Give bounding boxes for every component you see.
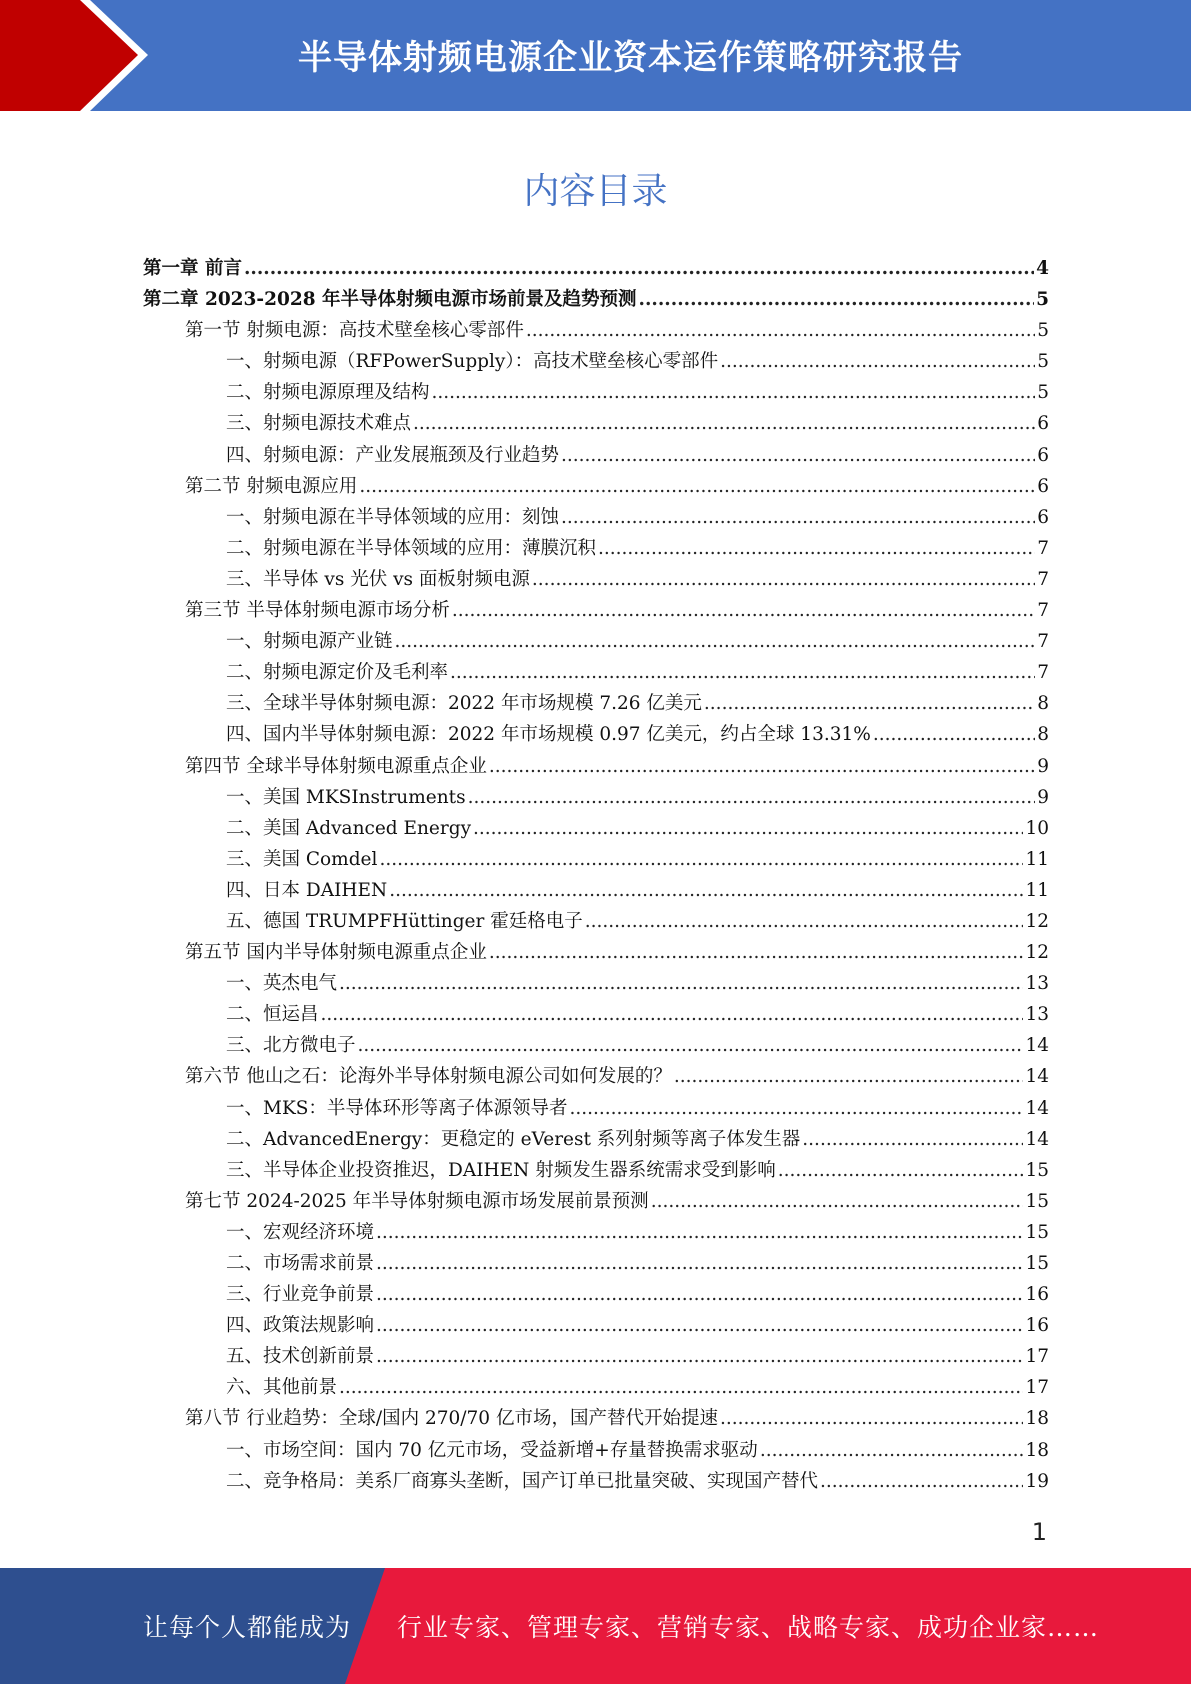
report-title: 半导体射频电源企业资本运作策略研究报告 [298,37,963,78]
toc-dot-leader [452,595,1035,626]
toc-entry-page: 8 [1037,724,1049,746]
toc-subsection-entry[interactable] [143,346,1049,377]
toc-section-entry[interactable] [143,1186,1049,1217]
toc-dot-leader [489,751,1035,782]
toc-entry-title: 二、竞争格局：美系厂商寡头垄断，国产订单已批量突破、实现国产替代 [226,1470,819,1492]
toc-entry-title: 一、市场空间：国内 70 亿元市场，受益新增+存量替换需求驱动 [226,1439,758,1461]
toc-entry-title: 一、射频电源产业链 [226,631,393,653]
toc-entry-page: 18 [1025,1408,1049,1430]
toc-entry-title: 一、MKS：半导体环形等离子体源领导者 [226,1097,568,1119]
toc-entry-title: 二、恒运昌 [226,1004,319,1026]
toc-subsection-entry[interactable] [143,875,1049,906]
toc-dot-leader [379,844,1023,875]
toc-dot-leader [778,1155,1024,1186]
footer-slogan-right: 行业专家、管理专家、营销专家、战略专家、成功企业家…… [397,1613,1100,1642]
toc-subsection-entry[interactable] [143,1124,1049,1155]
toc-entry-page: 7 [1037,537,1049,559]
toc-entry-title: 五、技术创新前景 [226,1346,375,1368]
toc-dot-leader [244,253,1034,284]
header-banner [0,0,1191,111]
toc-entry-title: 四、政策法规影响 [226,1315,375,1337]
toc-dot-leader [489,937,1024,968]
toc-entry-title: 一、射频电源（RFPowerSupply）：高技术壁垒核心零部件 [226,351,719,373]
toc-entry-title: 第六节 他山之石：论海外半导体射频电源公司如何发展的？ [185,1066,672,1088]
toc-entry-title: 第五节 国内半导体射频电源重点企业 [185,942,487,964]
toc-section-entry[interactable] [143,937,1049,968]
toc-entry-page: 17 [1025,1377,1049,1399]
toc-entry-page: 7 [1037,568,1049,590]
toc-subsection-entry[interactable] [143,1217,1049,1248]
toc-dot-leader [450,657,1035,688]
toc-subsection-entry[interactable] [143,968,1049,999]
table-of-contents [143,253,1049,1497]
toc-section-entry[interactable] [143,595,1049,626]
toc-entry-page: 5 [1036,289,1049,311]
toc-subsection-entry[interactable] [143,1155,1049,1186]
toc-dot-leader [802,1124,1023,1155]
toc-dot-leader [376,1279,1023,1310]
toc-section-entry[interactable] [143,315,1049,346]
toc-entry-title: 一、英杰电气 [226,973,338,995]
toc-entry-page: 5 [1037,382,1049,404]
toc-subsection-entry[interactable] [143,1279,1049,1310]
toc-dot-leader [473,813,1023,844]
toc-subsection-entry[interactable] [143,906,1049,937]
toc-entry-title: 三、北方微电子 [226,1035,356,1057]
toc-subsection-entry[interactable] [143,688,1049,719]
page-number: 1 [1031,1518,1047,1546]
toc-subsection-entry[interactable] [143,1093,1049,1124]
toc-subsection-entry[interactable] [143,1341,1049,1372]
toc-entry-title: 第二章 2023-2028 年半导体射频电源市场前景及趋势预测 [143,289,637,311]
toc-entry-title: 六、其他前景 [226,1377,338,1399]
toc-entry-page: 11 [1025,848,1049,870]
toc-entry-page: 12 [1025,942,1049,964]
toc-entry-title: 二、射频电源定价及毛利率 [226,662,449,684]
toc-dot-leader [585,906,1024,937]
toc-dot-leader [468,782,1036,813]
toc-subsection-entry[interactable] [143,844,1049,875]
toc-entry-page: 15 [1025,1221,1049,1243]
toc-subsection-entry[interactable] [143,1310,1049,1341]
toc-dot-leader [339,968,1023,999]
toc-entry-page: 9 [1037,786,1049,808]
toc-entry-page: 15 [1025,1159,1049,1181]
toc-dot-leader [395,626,1036,657]
toc-entry-page: 5 [1037,320,1049,342]
toc-chapter-entry[interactable] [143,284,1049,315]
toc-entry-page: 12 [1025,910,1049,932]
toc-subsection-entry[interactable] [143,377,1049,408]
toc-entry-page: 6 [1037,413,1049,435]
toc-subsection-entry[interactable] [143,999,1049,1030]
toc-dot-leader [561,440,1035,471]
toc-entry-title: 四、日本 DAIHEN [226,879,388,901]
toc-dot-leader [321,999,1024,1030]
toc-dot-leader [389,875,1023,906]
toc-subsection-entry[interactable] [143,626,1049,657]
toc-entry-title: 四、国内半导体射频电源：2022 年市场规模 0.97 亿美元，约占全球 13.31% [226,724,871,746]
toc-entry-page: 7 [1037,662,1049,684]
toc-dot-leader [820,1466,1023,1497]
toc-dot-leader [339,1372,1023,1403]
toc-entry-title: 第八节 行业趋势：全球/国内 270/70 亿市场，国产替代开始提速 [185,1408,718,1430]
toc-dot-leader [760,1435,1024,1466]
toc-entry-title: 三、美国 Comdel [226,848,378,870]
toc-subsection-entry[interactable] [143,1435,1049,1466]
toc-section-entry[interactable] [143,751,1049,782]
toc-section-entry[interactable] [143,1403,1049,1434]
toc-subsection-entry[interactable] [143,440,1049,471]
toc-entry-title: 三、射频电源技术难点 [226,413,412,435]
toc-entry-page: 13 [1025,1004,1049,1026]
toc-entry-title: 五、德国 TRUMPFHüttinger 霍廷格电子 [226,910,583,932]
toc-entry-title: 第七节 2024-2025 年半导体射频电源市场发展前景预测 [185,1190,649,1212]
toc-entry-page: 8 [1037,693,1049,715]
toc-dot-leader [376,1248,1023,1279]
toc-entry-title: 一、宏观经济环境 [226,1221,375,1243]
footer-banner [0,1568,1191,1684]
toc-dot-leader [569,1093,1023,1124]
toc-dot-leader [720,1403,1023,1434]
toc-dot-leader [376,1217,1023,1248]
toc-entry-page: 4 [1036,258,1049,279]
toc-entry-title: 二、射频电源在半导体领域的应用：薄膜沉积 [226,537,597,559]
toc-entry-title: 一、美国 MKSInstruments [226,786,466,808]
toc-dot-leader [526,315,1035,346]
toc-entry-page: 16 [1025,1315,1049,1337]
toc-dot-leader [561,502,1035,533]
toc-subsection-entry[interactable] [143,1372,1049,1403]
toc-chapter-entry[interactable] [143,253,1049,284]
toc-dot-leader [651,1186,1024,1217]
toc-subsection-entry[interactable] [143,564,1049,595]
toc-subsection-entry[interactable] [143,502,1049,533]
toc-subsection-entry[interactable] [143,657,1049,688]
toc-entry-page: 10 [1025,817,1049,839]
toc-entry-page: 17 [1025,1346,1049,1368]
toc-entry-title: 二、市场需求前景 [226,1253,375,1274]
toc-entry-page: 18 [1025,1439,1049,1461]
toc-entry-title: 四、射频电源：产业发展瓶颈及行业趋势 [226,444,560,466]
toc-subsection-entry[interactable] [143,1248,1049,1279]
toc-subsection-entry[interactable] [143,719,1049,750]
toc-section-entry[interactable] [143,1061,1049,1092]
toc-dot-leader [704,688,1035,719]
toc-entry-page: 15 [1025,1190,1049,1212]
toc-entry-title: 三、半导体企业投资推迟，DAIHEN 射频发生器系统需求受到影响 [226,1159,776,1181]
toc-entry-page: 19 [1025,1470,1049,1492]
toc-entry-page: 7 [1037,600,1049,622]
toc-entry-title: 三、全球半导体射频电源：2022 年市场规模 7.26 亿美元 [226,693,702,715]
toc-subsection-entry[interactable] [143,533,1049,564]
toc-entry-page: 5 [1037,351,1049,373]
toc-entry-title: 第一章 前言 [143,258,242,279]
footer-slogan-left: 让每个人都能成为 [143,1613,352,1642]
toc-entry-title: 一、射频电源在半导体领域的应用：刻蚀 [226,506,560,528]
toc-entry-title: 二、AdvancedEnergy：更稳定的 eVerest 系列射频等离子体发生器 [226,1128,801,1150]
toc-heading: 内容目录 [523,171,668,212]
toc-dot-leader [358,1030,1024,1061]
toc-subsection-entry[interactable] [143,1466,1049,1497]
toc-entry-page: 6 [1037,475,1049,497]
toc-dot-leader [413,408,1035,439]
toc-entry-page: 13 [1025,973,1049,995]
toc-entry-page: 7 [1037,631,1049,653]
toc-dot-leader [432,377,1036,408]
toc-entry-page: 14 [1025,1035,1049,1057]
toc-entry-page: 14 [1025,1128,1049,1150]
toc-entry-title: 第四节 全球半导体射频电源重点企业 [185,755,487,777]
toc-entry-title: 二、美国 Advanced Energy [226,817,472,839]
toc-dot-leader [532,564,1035,595]
toc-entry-title: 第三节 半导体射频电源市场分析 [185,600,450,622]
toc-entry-title: 二、射频电源原理及结构 [226,382,430,404]
toc-entry-title: 三、半导体 vs 光伏 vs 面板射频电源 [226,568,530,590]
toc-entry-title: 第一节 射频电源：高技术壁垒核心零部件 [185,320,524,342]
toc-entry-page: 15 [1025,1253,1049,1274]
toc-dot-leader [598,533,1035,564]
toc-entry-page: 14 [1025,1097,1049,1119]
toc-entry-page: 14 [1025,1066,1049,1088]
toc-dot-leader [376,1341,1023,1372]
toc-entry-page: 9 [1037,755,1049,777]
toc-dot-leader [720,346,1035,377]
toc-dot-leader [359,471,1035,502]
toc-entry-page: 6 [1037,444,1049,466]
toc-entry-title: 三、行业竞争前景 [226,1284,375,1306]
header-arrow-shape [0,0,160,111]
toc-subsection-entry[interactable] [143,782,1049,813]
toc-dot-leader [376,1310,1023,1341]
toc-subsection-entry[interactable] [143,1030,1049,1061]
toc-dot-leader [674,1061,1024,1092]
toc-subsection-entry[interactable] [143,813,1049,844]
toc-entry-title: 第二节 射频电源应用 [185,475,358,497]
toc-entry-page: 16 [1025,1284,1049,1306]
toc-dot-leader [873,719,1035,750]
toc-entry-page: 11 [1025,879,1049,901]
toc-subsection-entry[interactable] [143,408,1049,439]
toc-entry-page: 6 [1037,506,1049,528]
toc-dot-leader [639,284,1035,315]
toc-section-entry[interactable] [143,471,1049,502]
